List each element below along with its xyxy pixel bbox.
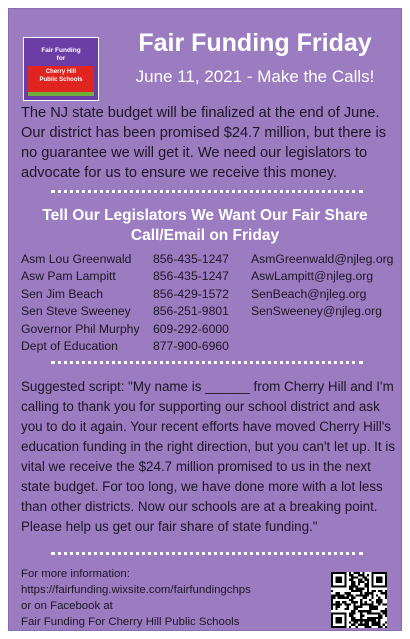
- contact-row: [21, 303, 397, 321]
- contact-row: [21, 338, 397, 356]
- contact-phone[interactable]: 856-435-1247: [153, 251, 229, 266]
- contact-phone[interactable]: 609-292-6000: [153, 321, 229, 336]
- dotted-divider: [51, 190, 363, 193]
- contact-email: [245, 320, 397, 338]
- contact-phone[interactable]: 856-429-1572: [153, 286, 229, 301]
- logo-line-4: Public Schools: [39, 77, 83, 83]
- footer-info: [21, 566, 321, 630]
- call-subheading: Call/Email on Friday: [130, 227, 280, 244]
- logo-red-stripe: [28, 66, 94, 92]
- contact-phone[interactable]: 877-900-6960: [153, 339, 229, 354]
- contact-row: [21, 285, 397, 303]
- qr-code-graphic: [331, 572, 387, 628]
- logo-green-stripe: [28, 92, 94, 96]
- contact-name: Asm Lou Greenwald: [21, 251, 132, 266]
- logo-line-2: for: [56, 55, 66, 62]
- intro-paragraph: The NJ state budget will be finalized at the end of June. Our district has been promised $24.7 million, but there is no guarantee we will get it. We need our legislators to advocate for us to ensure we receive this money.: [21, 105, 387, 181]
- fair-funding-logo: [23, 37, 99, 101]
- contact-email[interactable]: SenBeach@njleg.org: [251, 286, 367, 301]
- dotted-divider: [51, 552, 363, 555]
- contact-row: [21, 268, 397, 286]
- contact-name: Asw Pam Lampitt: [21, 269, 116, 284]
- contact-row: [21, 320, 397, 338]
- contact-email[interactable]: AswLampitt@njleg.org: [251, 269, 374, 284]
- footer-line-3: or on Facebook at: [21, 600, 113, 612]
- footer-line-1: For more information:: [21, 568, 130, 580]
- qr-code-icon[interactable]: [331, 572, 387, 628]
- logo-line-3: Cherry Hill: [45, 69, 77, 75]
- flyer: [8, 8, 402, 631]
- contact-phone[interactable]: 856-251-9801: [153, 304, 229, 319]
- contact-email: [245, 338, 397, 356]
- suggested-script: Suggested script: "My name is ______ from Cherry Hill and I'm calling to thank you for supporting our school district and ask you to do it again. Your recent efforts have moved Cherry Hill's education funding in the right direction, but you can't let up. It is vital we receive the $24.7 million promised to us in the next state budget. For too long, we have done more with a lot less than other districts. Now our schools are at a breaking point. Please help us get our fair share of state funding.": [21, 379, 396, 534]
- contact-phone[interactable]: 856-435-1247: [153, 269, 229, 284]
- facebook-link[interactable]: Fair Funding For Cherry Hill Public Schools: [21, 616, 240, 628]
- dotted-divider: [51, 361, 363, 364]
- contact-name: Sen Steve Sweeney: [21, 304, 131, 319]
- contact-email[interactable]: AsmGreenwald@njleg.org: [251, 251, 394, 266]
- logo-line-1: Fair Funding: [41, 47, 81, 54]
- website-link[interactable]: https://fairfunding.wixsite.com/fairfundingchps: [21, 584, 251, 596]
- call-heading: Tell Our Legislators We Want Our Fair Share: [42, 207, 368, 224]
- contact-row: [21, 250, 397, 268]
- contact-name: Sen Jim Beach: [21, 286, 103, 301]
- contact-email[interactable]: SenSweeney@njleg.org: [251, 304, 382, 319]
- contact-name: Dept of Education: [21, 339, 118, 354]
- contact-name: Governor Phil Murphy: [21, 321, 140, 336]
- contacts-table: [21, 250, 397, 355]
- page-title: Fair Funding Friday: [138, 29, 372, 57]
- page-subtitle: June 11, 2021 - Make the Calls!: [135, 67, 375, 86]
